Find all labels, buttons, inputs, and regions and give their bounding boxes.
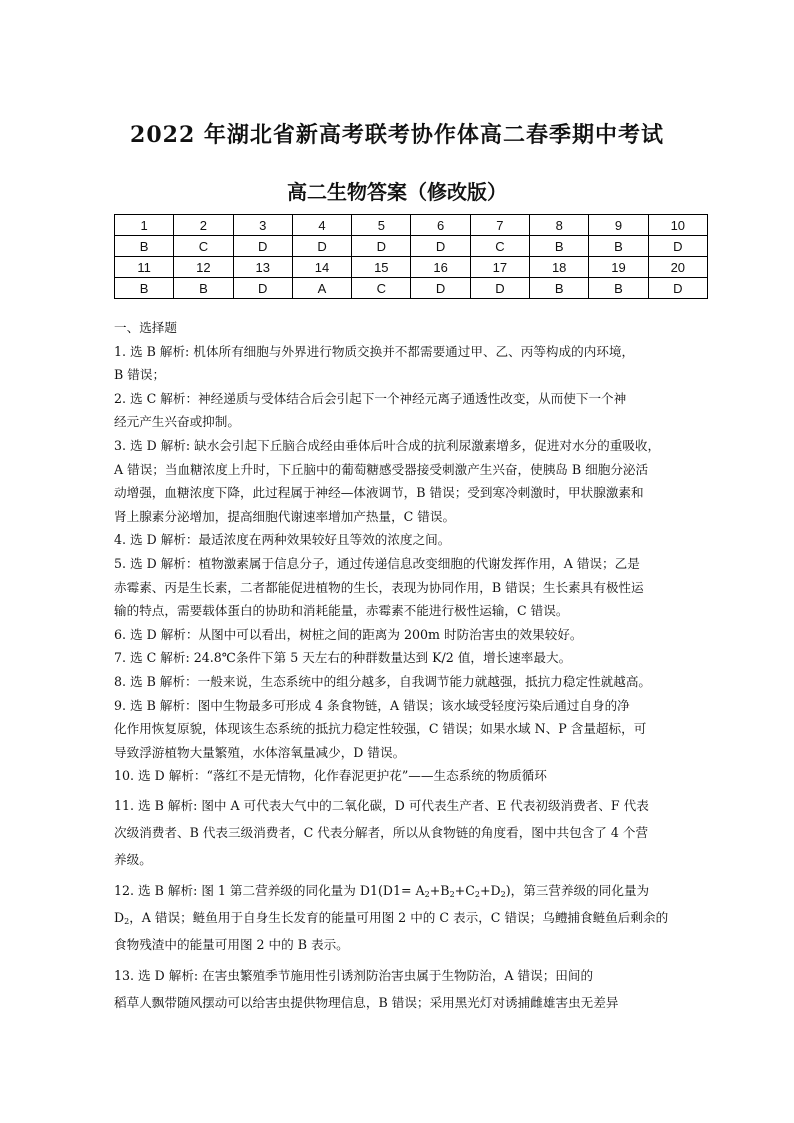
answer-row [115,236,708,257]
question-number-cell: 2 [174,215,233,236]
explanation-line: B 错误； [114,367,166,383]
explanation-line: 1. 选 B 解析: 机体所有细胞与外界进行物质交换并不都需要通过甲、乙、丙等构成的内环境， [114,343,635,359]
question-number-cell: 18 [530,257,589,278]
explanation-line: 4. 选 D 解析：最适浓度在两种效果较好且等效的浓度之间。 [114,532,451,548]
question-number-row [115,257,708,278]
explanation-line: 食物残渣中的能量可用图 2 中的 B 表示。 [114,936,349,952]
question-number-cell: 13 [233,257,292,278]
question-number-cell: 5 [352,215,411,236]
question-number-cell: 1 [115,215,174,236]
question-number-cell: 11 [115,257,174,278]
answer-cell: C [470,236,529,257]
question-number-cell: 16 [411,257,470,278]
explanation-line: 稻草人飘带随风摆动可以给害虫提供物理信息，B 错误；采用黑光灯对诱捕雌雄害虫无差异 [114,994,619,1010]
explanation-line: 10. 选 D 解析：“落红不是无情物，化作春泥更护花”——生态系统的物质循环 [114,768,547,784]
answer-cell: D [648,236,707,257]
question-number-cell: 8 [530,215,589,236]
explanation-line: 化作用恢复原貌，体现该生态系统的抵抗力稳定性较强，C 错误；如果水域 N、P 含量超标，可 [114,721,647,737]
answer-cell: B [115,236,174,257]
explanation-line: 经元产生兴奋或抑制。 [114,414,240,430]
explanation-line-q12: 12. 选 B 解析: 图 1 第二营养级的同化量为 $D1(D1= A_2+B_2+C_2+D_2)$，第三营养级的同化量为 [114,882,650,899]
answer-cell: C [174,236,233,257]
question-number-cell: 15 [352,257,411,278]
explanation-line: $D_2$，A 错误；鲢鱼用于自身生长发育的能量可用图 2 中的 C 表示，C 错误；乌鳢捕食鲢鱼后剩余的 [114,909,669,926]
answer-cell: A [292,278,351,299]
answer-cell: B [174,278,233,299]
answer-cell: B [530,236,589,257]
explanation-line: 6. 选 D 解析：从图中可以看出，树桩之间的距离为 200m 时防治害虫的效果较好。 [114,626,583,642]
explanation-line: 次级消费者、B 代表三级消费者，C 代表分解者，所以从食物链的角度看，图中共包含了 4 个营 [114,824,649,840]
explanation-line: 11. 选 B 解析: 图中 A 可代表大气中的二氧化碳，D 可代表生产者、E 代表初级消费者、F 代表 [114,797,649,813]
explanation-line: 赤霉素、丙是生长素，二者都能促进植物的生长，表现为协同作用，B 错误；生长素具有极性运 [114,579,644,595]
question-number-cell: 7 [470,215,529,236]
explanation-line: 养级。 [114,851,152,867]
question-number-row [115,215,708,236]
explanation-line: 输的特点，需要载体蛋白的协助和消耗能量，赤霉素不能进行极性运输，C 错误。 [114,603,569,619]
explanation-line: A 错误；当血糖浓度上升时，下丘脑中的葡萄糖感受器接受刺激产生兴奋，使胰岛 B 细胞分泌活 [114,461,649,477]
answer-explanations [114,316,704,1016]
answer-cell: D [292,236,351,257]
explanation-line: 8. 选 B 解析：一般来说，生态系统中的组分越多，自我调节能力就越强，抵抗力稳定性就越高。 [114,673,652,689]
answer-cell: D [411,236,470,257]
explanation-line: 导致浮游植物大量繁殖，水体溶氧量减少，D 错误。 [114,744,406,760]
explanation-line: 13. 选 D 解析: 在害虫繁殖季节施用性引诱剂防治害虫属于生物防治，A 错误；田间的 [114,967,594,983]
document-title: 2022 年湖北省新高考联考协作体高二春季期中考试 [130,122,664,148]
answer-cell: B [530,278,589,299]
answer-cell: B [115,278,174,299]
explanation-line: 动增强，血糖浓度下降，此过程属于神经—体液调节，B 错误；受到寒冷刺激时，甲状腺激素和 [114,485,644,501]
question-number-cell: 19 [589,257,648,278]
answer-row [115,278,708,299]
section-heading: 一、选择题 [114,320,177,335]
answer-cell: D [233,278,292,299]
question-number-cell: 12 [174,257,233,278]
question-number-cell: 9 [589,215,648,236]
answer-cell: D [648,278,707,299]
answer-cell: D [411,278,470,299]
document-subtitle: 高二生物答案（修改版） [287,180,507,204]
question-number-cell: 17 [470,257,529,278]
explanation-line: 5. 选 D 解析：植物激素属于信息分子，通过传递信息改变细胞的代谢发挥作用，A 错误；乙是 [114,555,640,571]
explanation-line: 3. 选 D 解析: 缺水会引起下丘脑合成经由垂体后叶合成的抗利尿激素增多，促进对水分的重吸收， [114,437,661,453]
answer-cell: B [589,236,648,257]
explanation-line: 2. 选 C 解析：神经递质与受体结合后会引起下一个神经元离子通透性改变，从而使下一个神 [114,390,627,406]
answer-cell: D [470,278,529,299]
answer-cell: D [233,236,292,257]
answer-cell: C [352,278,411,299]
question-number-cell: 4 [292,215,351,236]
question-number-cell: 3 [233,215,292,236]
answer-cell: D [352,236,411,257]
question-number-cell: 14 [292,257,351,278]
explanation-line: 9. 选 B 解析：图中生物最多可形成 4 条食物链，A 错误；该水域受轻度污染后通过自身的净 [114,697,630,713]
question-number-cell: 10 [648,215,707,236]
answer-table [114,214,708,299]
question-number-cell: 20 [648,257,707,278]
question-number-cell: 6 [411,215,470,236]
explanation-line: 肾上腺素分泌增加，提高细胞代谢速率增加产热量，C 错误。 [114,508,456,524]
explanation-line: 7. 选 C 解析: 24.8℃条件下第 5 天左右的种群数量达到 K/2 值，增长速率最大。 [114,650,572,666]
answer-cell: B [589,278,648,299]
